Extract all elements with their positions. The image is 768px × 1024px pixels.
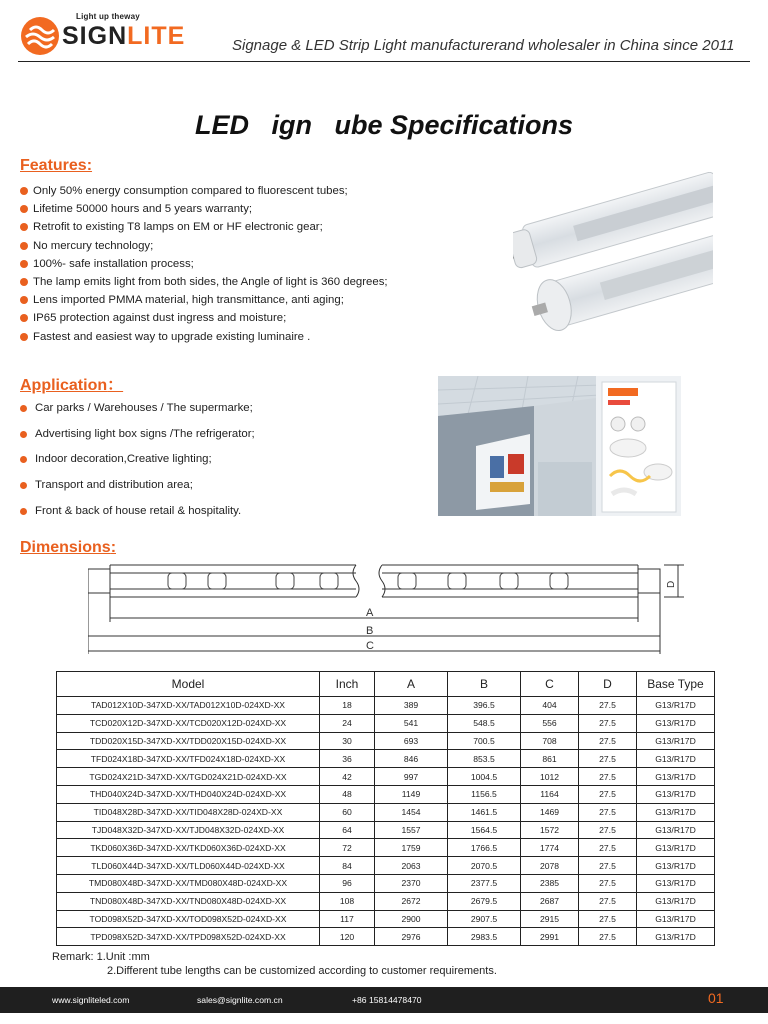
dimension-label-a: A [366,607,374,619]
bullet-icon [20,482,27,489]
table-row [57,732,715,750]
cell-inch: 48 [320,785,375,803]
cell-d: 27.5 [579,697,637,715]
col-header-inch: Inch [320,672,375,697]
bullet-icon [20,314,28,322]
spec-table [56,671,715,946]
application-item [20,396,440,422]
cell-model: TAD012X10D-347XD-XX/TAD012X10D-024XD-XX [57,697,320,715]
cell-model: TPD098X52D-347XD-XX/TPD098X52D-024XD-XX [57,928,320,946]
cell-a: 2672 [375,892,448,910]
cell-base-type: G13/R17D [637,785,715,803]
application-item [20,499,440,525]
table-row [57,803,715,821]
bullet-icon [20,187,28,195]
application-text: Transport and distribution area; [35,479,193,492]
cell-d: 27.5 [579,874,637,892]
feature-item [20,200,500,218]
footer-email-link[interactable]: sales@signlite.com.cn [197,995,283,1005]
cell-inch: 117 [320,910,375,928]
col-header-model: Model [57,672,320,697]
feature-item [20,309,500,327]
cell-model: TKD060X36D-347XD-XX/TKD060X36D-024XD-XX [57,839,320,857]
bullet-icon [20,333,28,341]
application-showroom-image [438,376,681,516]
cell-inch: 24 [320,714,375,732]
cell-inch: 84 [320,857,375,875]
cell-model: TFD024X18D-347XD-XX/TFD024X18D-024XD-XX [57,750,320,768]
table-row [57,892,715,910]
cell-c: 1469 [521,803,579,821]
cell-inch: 36 [320,750,375,768]
header-divider [18,61,750,62]
col-header-d: D [579,672,637,697]
footer-website-link[interactable]: www.signliteled.com [52,995,130,1005]
page-title: LED ign ube Specifications [194,110,574,140]
cell-c: 2915 [521,910,579,928]
cell-model: TID048X28D-347XD-XX/TID048X28D-024XD-XX [57,803,320,821]
remarks [52,950,497,978]
cell-c: 2687 [521,892,579,910]
cell-c: 861 [521,750,579,768]
cell-a: 2063 [375,857,448,875]
col-header-b: B [448,672,521,697]
col-header-c: C [521,672,579,697]
feature-text: Lens imported PMMA material, high transmittance, anti aging; [33,294,344,307]
feature-text: 100%- safe installation process; [33,257,194,270]
application-list [20,396,440,524]
cell-a: 1557 [375,821,448,839]
cell-inch: 18 [320,697,375,715]
bullet-icon [20,260,28,268]
feature-item [20,237,500,255]
col-header-a: A [375,672,448,697]
cell-base-type: G13/R17D [637,768,715,786]
dimensions-heading-text: Dimensions [20,539,111,556]
led-tube-product-image [513,172,713,340]
feature-text: Only 50% energy consumption compared to fluorescent tubes; [33,185,348,197]
cell-d: 27.5 [579,714,637,732]
feature-text: Retrofit to existing T8 lamps on EM or HF electronic gear; [33,221,323,234]
cell-a: 1759 [375,839,448,857]
cell-b: 2983.5 [448,928,521,946]
feature-item [20,291,500,309]
cell-d: 27.5 [579,839,637,857]
cell-inch: 42 [320,768,375,786]
cell-b: 853.5 [448,750,521,768]
bullet-icon [20,278,28,286]
table-row [57,928,715,946]
end-cap-left [88,569,110,593]
cell-c: 1164 [521,785,579,803]
cell-d: 27.5 [579,750,637,768]
cell-inch: 108 [320,892,375,910]
feature-text: The lamp emits light from both sides, the Angle of light is 360 degrees; [33,275,388,288]
dimensions-heading [20,539,116,557]
cell-b: 2907.5 [448,910,521,928]
feature-text: Lifetime 50000 hours and 5 years warranty; [33,203,253,216]
cell-inch: 72 [320,839,375,857]
logo-tagline: Light up theway [76,12,140,21]
logo-name-lite: LITE [127,22,186,50]
application-heading-colon: ： [107,377,124,394]
table-row [57,785,715,803]
dimension-label-c: C [366,640,374,652]
logo-name [62,22,185,51]
cell-d: 27.5 [579,910,637,928]
cell-a: 2976 [375,928,448,946]
cell-inch: 30 [320,732,375,750]
cell-base-type: G13/R17D [637,732,715,750]
cell-model: TLD060X44D-347XD-XX/TLD060X44D-024XD-XX [57,857,320,875]
cell-d: 27.5 [579,892,637,910]
cell-base-type: G13/R17D [637,910,715,928]
cell-d: 27.5 [579,785,637,803]
application-heading [20,372,123,395]
feature-text: IP65 protection against dust ingress and moisture; [33,312,287,325]
cell-d: 27.5 [579,928,637,946]
cell-b: 548.5 [448,714,521,732]
col-header-base-type: Base Type [637,672,715,697]
cell-b: 1461.5 [448,803,521,821]
table-row [57,910,715,928]
footer-phone: +86 15814478470 [352,995,422,1005]
feature-item [20,328,500,346]
cell-model: TND080X48D-347XD-XX/TND080X48D-024XD-XX [57,892,320,910]
table-row [57,821,715,839]
features-heading: Features: [20,157,93,174]
table-row [57,697,715,715]
feature-item [20,273,500,291]
cell-a: 846 [375,750,448,768]
cell-model: TCD020X12D-347XD-XX/TCD020X12D-024XD-XX [57,714,320,732]
table-row [57,768,715,786]
cell-base-type: G13/R17D [637,857,715,875]
remark-line-1: Remark: 1.Unit :mm [52,951,150,963]
tube-dimension-drawing [88,556,688,660]
application-text: Front & back of house retail & hospitality. [35,504,242,517]
cell-c: 2078 [521,857,579,875]
cell-a: 1454 [375,803,448,821]
cell-base-type: G13/R17D [637,892,715,910]
feature-item [20,255,500,273]
cell-c: 556 [521,714,579,732]
cell-b: 2679.5 [448,892,521,910]
dimension-label-d: D [666,580,677,588]
cell-b: 396.5 [448,697,521,715]
cell-d: 27.5 [579,768,637,786]
cell-a: 541 [375,714,448,732]
feature-item [20,182,500,200]
cell-model: TMD080X48D-347XD-XX/TMD080X48D-024XD-XX [57,874,320,892]
cell-base-type: G13/R17D [637,750,715,768]
bullet-icon [20,405,27,412]
spec-table-body [57,697,715,946]
cell-model: TGD024X21D-347XD-XX/TGD024X21D-024XD-XX [57,768,320,786]
cell-inch: 64 [320,821,375,839]
application-text: Advertising light box signs /The refrigerator; [35,427,255,440]
application-item [20,473,440,499]
cell-c: 1572 [521,821,579,839]
cell-a: 2370 [375,874,448,892]
cell-base-type: G13/R17D [637,714,715,732]
dimension-label-b: B [366,625,374,637]
bullet-icon [20,456,27,463]
cell-a: 997 [375,768,448,786]
cell-d: 27.5 [579,821,637,839]
cell-d: 27.5 [579,803,637,821]
bullet-icon [20,223,28,231]
cell-b: 1564.5 [448,821,521,839]
cell-model: THD040X24D-347XD-XX/THD040X24D-024XD-XX [57,785,320,803]
cell-b: 1004.5 [448,768,521,786]
logo-name-sign: SIGN [62,22,128,50]
features-list [20,182,500,346]
table-header-row [57,672,715,697]
cell-b: 2377.5 [448,874,521,892]
bullet-icon [20,508,27,515]
bullet-icon [20,431,27,438]
cell-b: 2070.5 [448,857,521,875]
cell-base-type: G13/R17D [637,803,715,821]
cell-c: 1012 [521,768,579,786]
cell-b: 1156.5 [448,785,521,803]
bullet-icon [20,242,28,250]
table-row [57,857,715,875]
dimensions-heading-colon: : [110,539,117,556]
feature-item [20,218,500,236]
cell-inch: 120 [320,928,375,946]
bullet-icon [20,296,28,304]
cell-base-type: G13/R17D [637,839,715,857]
cell-c: 708 [521,732,579,750]
cell-inch: 96 [320,874,375,892]
cell-a: 693 [375,732,448,750]
cell-b: 1766.5 [448,839,521,857]
cell-a: 1149 [375,785,448,803]
cell-inch: 60 [320,803,375,821]
application-item [20,422,440,448]
table-row [57,750,715,768]
application-heading-text: Application [20,377,108,394]
cell-b: 700.5 [448,732,521,750]
cell-base-type: G13/R17D [637,697,715,715]
feature-text: Fastest and easiest way to upgrade existing luminaire . [33,330,311,343]
cell-a: 389 [375,697,448,715]
table-row [57,839,715,857]
cell-c: 2385 [521,874,579,892]
cell-model: TJD048X32D-347XD-XX/TJD048X32D-024XD-XX [57,821,320,839]
cell-d: 27.5 [579,732,637,750]
application-text: Indoor decoration,Creative lighting; [35,453,212,466]
feature-text: No mercury technology; [33,239,154,252]
cell-base-type: G13/R17D [637,821,715,839]
cell-a: 2900 [375,910,448,928]
signlite-logo-icon [20,16,60,56]
cell-base-type: G13/R17D [637,928,715,946]
application-item [20,447,440,473]
cell-c: 2991 [521,928,579,946]
cell-c: 1774 [521,839,579,857]
application-text: Car parks / Warehouses / The supermarke; [35,402,253,414]
header-slogan: Signage & LED Strip Light manufacturerand wholesaler in China since 2011 [232,37,735,54]
cell-d: 27.5 [579,857,637,875]
cell-base-type: G13/R17D [637,874,715,892]
table-row [57,714,715,732]
cell-model: TDD020X15D-347XD-XX/TDD020X15D-024XD-XX [57,732,320,750]
table-row [57,874,715,892]
bullet-icon [20,205,28,213]
cell-c: 404 [521,697,579,715]
cell-model: TOD098X52D-347XD-XX/TOD098X52D-024XD-XX [57,910,320,928]
remark-line-2: 2.Different tube lengths can be customized according to customer requirements. [107,965,497,977]
page-number: 01 [708,990,724,1006]
